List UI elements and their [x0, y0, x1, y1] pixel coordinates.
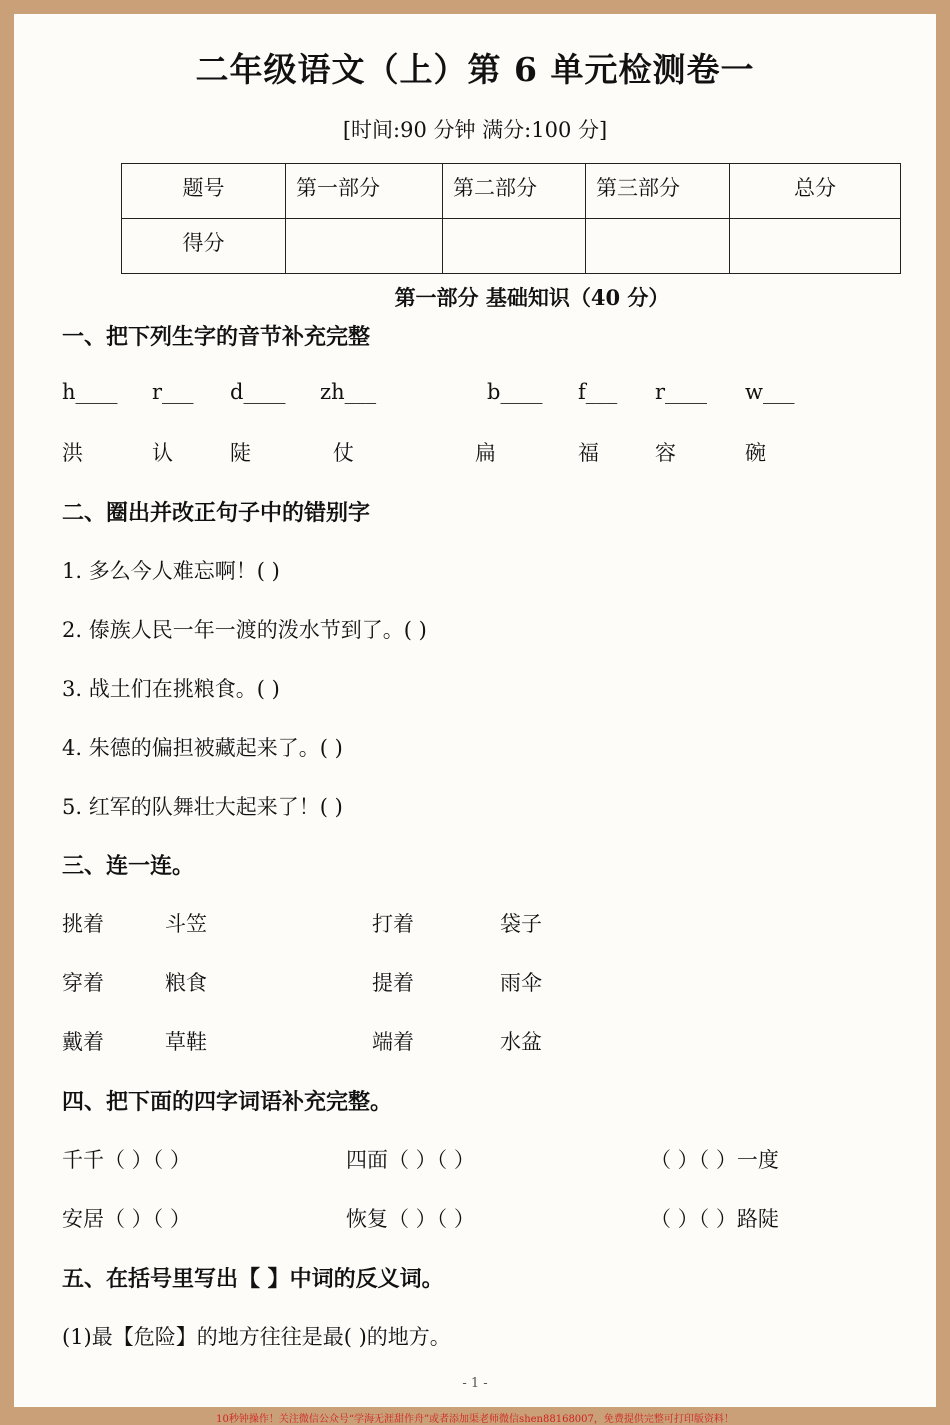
score-cell[interactable]	[586, 219, 730, 274]
section-3-title: 三、连一连。	[62, 853, 195, 879]
match-word: 穿着	[62, 971, 104, 995]
score-cell[interactable]	[286, 219, 443, 274]
part-title: 第一部分 基础知识（40 分）	[394, 285, 670, 310]
idiom-blank: 安居（ ）（ ）	[62, 1207, 191, 1231]
match-word: 打着	[372, 912, 414, 936]
match-word: 草鞋	[165, 1030, 207, 1054]
character: 仗	[333, 441, 354, 465]
character: 洪	[62, 441, 83, 465]
section-4-title: 四、把下面的四字词语补充完整。	[62, 1089, 393, 1115]
score-header-row	[122, 164, 901, 219]
pinyin-blank: w___	[745, 380, 795, 404]
question-item: 5. 红军的队舞壮大起来了！( )	[62, 795, 343, 819]
header-cell: 第三部分	[586, 164, 730, 219]
idiom-blank: 四面（ ）（ ）	[346, 1148, 475, 1172]
exam-info: [时间:90 分钟 满分:100 分]	[342, 118, 608, 142]
match-word: 袋子	[500, 912, 542, 936]
character: 认	[152, 441, 173, 465]
section-2-title: 二、圈出并改正句子中的错别字	[62, 500, 371, 526]
character: 扁	[475, 441, 496, 465]
promo-banner: 10秒钟操作！关注微信公众号“学海无涯甜作舟”或者添加渠老师微信shen88168007，免费提供完整可打印版资料！	[216, 1414, 734, 1425]
pinyin-blank: r___	[152, 380, 194, 404]
pinyin-blank: zh___	[320, 380, 377, 404]
match-word: 挑着	[62, 912, 104, 936]
match-word: 提着	[372, 971, 414, 995]
character: 容	[655, 441, 676, 465]
match-word: 粮食	[165, 971, 207, 995]
character: 陡	[230, 441, 251, 465]
match-word: 端着	[372, 1030, 414, 1054]
score-cell[interactable]	[443, 219, 586, 274]
idiom-blank: （ ）（ ）路陡	[650, 1207, 779, 1231]
idiom-blank: （ ）（ ）一度	[650, 1148, 779, 1172]
character: 福	[578, 441, 599, 465]
idiom-blank: 恢复（ ）（ ）	[346, 1207, 475, 1231]
score-table	[121, 163, 901, 274]
header-cell: 第二部分	[443, 164, 586, 219]
header-cell: 第一部分	[286, 164, 443, 219]
pinyin-blank: f___	[578, 380, 618, 404]
section-5-title: 五、在括号里写出【 】中词的反义词。	[62, 1266, 444, 1292]
page-number: - 1 -	[462, 1376, 488, 1391]
question-item: 3. 战土们在挑粮食。( )	[62, 677, 280, 701]
idiom-blank: 千千（ ）（ ）	[62, 1148, 191, 1172]
header-cell: 总分	[730, 164, 901, 219]
question-item: 4. 朱德的偏担被藏起来了。( )	[62, 736, 343, 760]
match-word: 斗笠	[165, 912, 207, 936]
question-item: 2. 傣族人民一年一渡的泼水节到了。( )	[62, 618, 427, 642]
row-label: 得分	[122, 219, 286, 274]
match-word: 戴着	[62, 1030, 104, 1054]
pinyin-blank: b____	[487, 380, 543, 404]
question-item: (1)最【危险】的地方往往是最( )的地方。	[62, 1325, 451, 1349]
question-item: 1. 多么今人难忘啊！( )	[62, 559, 280, 583]
score-row	[122, 219, 901, 274]
score-cell[interactable]	[730, 219, 901, 274]
section-1-title: 一、把下列生字的音节补充完整	[62, 324, 371, 350]
pinyin-blank: r____	[655, 380, 708, 404]
character: 碗	[745, 441, 766, 465]
pinyin-blank: d____	[230, 380, 286, 404]
match-word: 水盆	[500, 1030, 542, 1054]
header-cell: 题号	[122, 164, 286, 219]
page-title: 二年级语文（上）第 6 单元检测卷一	[195, 50, 755, 89]
match-word: 雨伞	[500, 971, 542, 995]
pinyin-blank: h____	[62, 380, 118, 404]
